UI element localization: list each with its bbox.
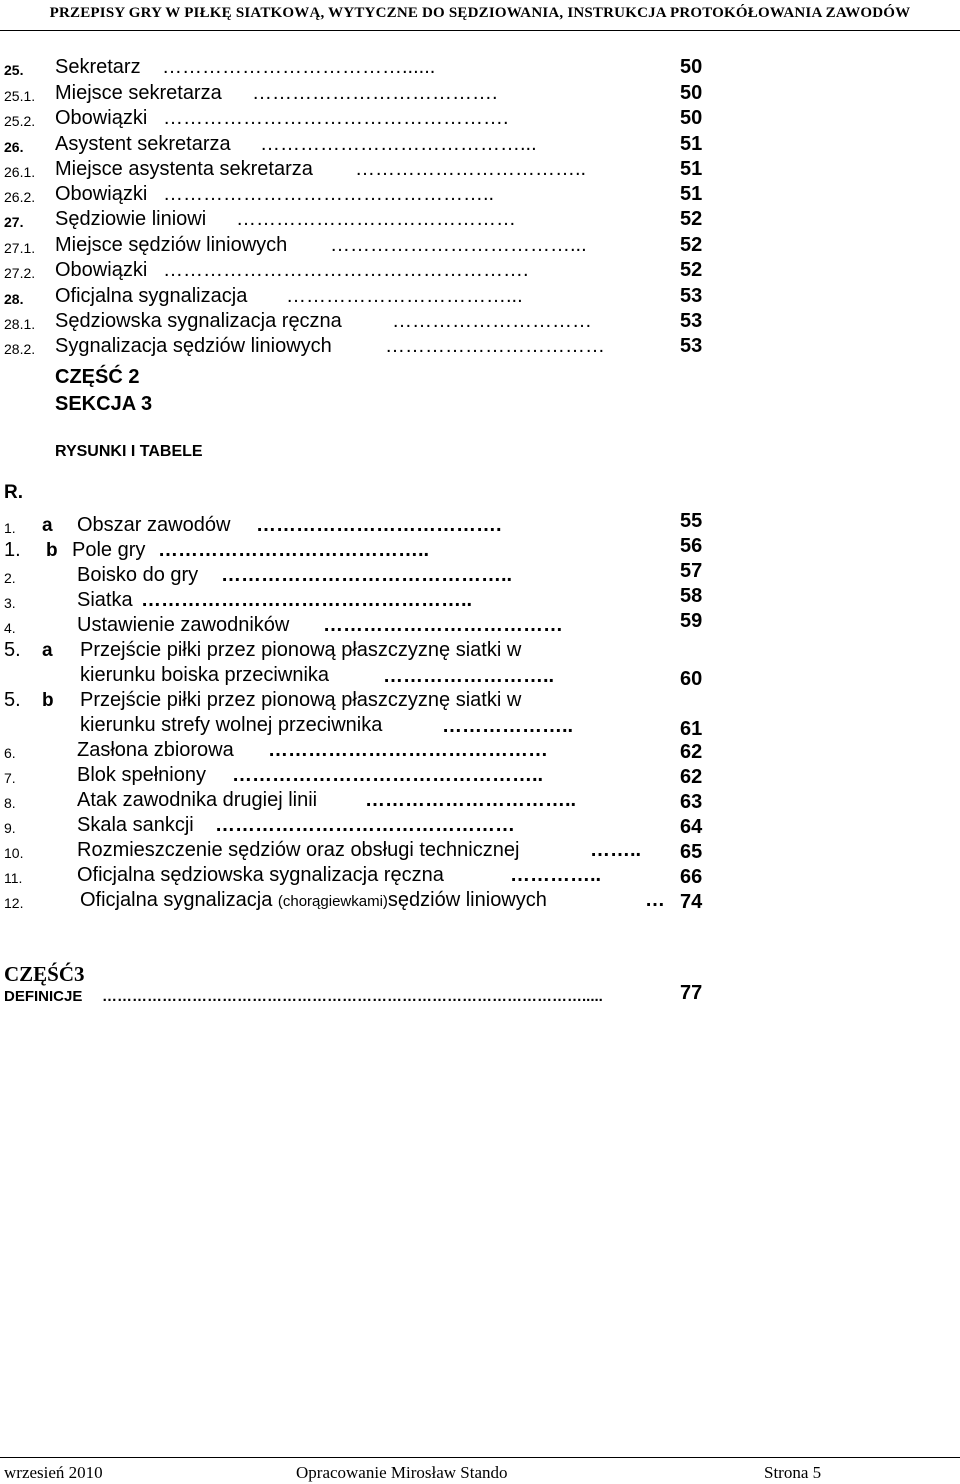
toc-entry-title: Siatka — [77, 589, 133, 611]
toc-entry-title: Oficjalna sygnalizacja — [55, 285, 248, 307]
toc-figure-1b[interactable] — [0, 535, 960, 564]
toc-page-number: 63 — [680, 791, 703, 813]
toc-leader-dots: ……………………………………………………………………………………..... — [102, 988, 603, 1005]
toc-figure-6[interactable] — [0, 738, 960, 764]
toc-figure-5a[interactable] — [0, 638, 960, 690]
toc-page-number: 53 — [680, 310, 703, 332]
part-2-heading: CZĘŚĆ 2 — [55, 366, 140, 388]
part-3-heading: CZĘŚĆ3 — [4, 962, 85, 986]
toc-page-number: 55 — [680, 510, 703, 532]
footer-page-number: Strona 5 — [764, 1463, 822, 1482]
toc-entry-number: 7. — [4, 770, 16, 786]
toc-leader-dots: ………….. — [510, 864, 602, 886]
toc-entry-title: Sędziowie liniowi — [55, 208, 207, 230]
footer-date: wrzesień 2010 — [4, 1463, 103, 1482]
toc-entry-title: Rozmieszczenie sędziów oraz obsługi technicznej — [77, 839, 520, 861]
toc-leader-dots: ………………………………………………. — [163, 259, 529, 281]
toc-page-number: 61 — [680, 718, 703, 740]
toc-entry-title: Oficjalna sędziowska sygnalizacja ręczna — [77, 864, 444, 886]
toc-entry-title: Asystent sekretarza — [55, 133, 231, 155]
toc-entry-number: 6. — [4, 745, 16, 761]
toc-figure-12[interactable] — [0, 888, 960, 914]
toc-page-number: 50 — [680, 56, 703, 78]
toc-entry-27-1[interactable] — [0, 233, 960, 259]
figures-tables-heading: RYSUNKI I TABELE — [55, 443, 203, 460]
toc-entry-title: Obowiązki — [55, 107, 148, 129]
toc-entry-title: Skala sankcji — [77, 814, 194, 836]
toc-leader-dots: ………………………………...... — [162, 56, 436, 78]
toc-entry-title: Miejsce asystenta sekretarza — [55, 158, 313, 180]
header-divider — [0, 30, 960, 31]
toc-leader-dots: …………………………………… — [236, 208, 516, 230]
toc-leader-dots: …….. — [590, 839, 642, 861]
toc-page-number: 50 — [680, 82, 703, 104]
toc-entry-number: 28.1. — [4, 316, 36, 332]
toc-entry-28-1[interactable] — [0, 309, 960, 335]
toc-entry-number: 25.1. — [4, 88, 36, 104]
toc-entry-25-2[interactable] — [0, 106, 960, 132]
toc-page-number: 66 — [680, 866, 703, 888]
toc-page-number: 52 — [680, 234, 703, 256]
toc-page-number: 74 — [680, 891, 703, 913]
toc-leader-dots: ………………………………... — [330, 234, 587, 256]
toc-page-number: 52 — [680, 259, 703, 281]
toc-entry-27-2[interactable] — [0, 258, 960, 284]
toc-leader-dots: ……………………………………………. — [163, 107, 509, 129]
toc-entry-title: Sekretarz — [55, 56, 141, 78]
toc-entry-title: Atak zawodnika drugiej linii — [77, 789, 318, 811]
toc-figure-2[interactable] — [0, 560, 960, 589]
toc-leader-dots: ……………………………………… — [215, 814, 515, 836]
toc-leader-dots: ………………………………………….. — [163, 183, 495, 205]
toc-page-number: 50 — [680, 107, 703, 129]
toc-figure-7[interactable] — [0, 763, 960, 789]
toc-figure-8[interactable] — [0, 788, 960, 814]
toc-entry-title: Obowiązki — [55, 259, 148, 281]
toc-leader-dots: ………………………………. — [256, 514, 502, 536]
toc-entry-26[interactable] — [0, 132, 960, 158]
toc-page-number: 64 — [680, 816, 703, 838]
toc-entry-number: 28. — [4, 291, 24, 307]
toc-entry-number: 9. — [4, 820, 16, 836]
toc-entry-title: Zasłona zbiorowa — [77, 739, 234, 761]
toc-entry-letter: b — [46, 540, 58, 561]
definitions-label: DEFINICJE — [4, 988, 83, 1005]
toc-definitions[interactable] — [4, 982, 703, 1010]
toc-figure-5b[interactable] — [0, 688, 960, 740]
toc-entry-number: 3. — [4, 595, 16, 611]
toc-entry-letter: a — [42, 640, 53, 661]
toc-leader-dots: ………………………….. — [365, 789, 577, 811]
toc-leader-dots: …………………………… — [385, 335, 605, 357]
toc-leader-dots: ………………………………………….. — [141, 589, 473, 611]
toc-leader-dots: ………………………………. — [252, 82, 498, 104]
toc-entry-number: 4. — [4, 620, 16, 636]
toc-leader-dots: …………………….. — [383, 665, 555, 687]
toc-page-number: 56 — [680, 535, 703, 557]
toc-entry-number: 11. — [4, 870, 23, 886]
toc-entry-number: 12. — [4, 895, 24, 911]
toc-figure-4[interactable] — [0, 610, 960, 639]
toc-page-number: 58 — [680, 585, 703, 607]
toc-entry-title: Przejście piłki przez pionową płaszczyznę siatki w — [80, 639, 522, 661]
toc-entry-number: 27.1. — [4, 240, 36, 256]
toc-page-number: 65 — [680, 841, 703, 863]
toc-page-number: 57 — [680, 560, 703, 582]
toc-leader-dots: ……………….. — [442, 715, 574, 737]
toc-entry-title: Miejsce sekretarza — [55, 82, 222, 104]
toc-page-number: 53 — [680, 335, 703, 357]
toc-page-number: 52 — [680, 208, 703, 230]
toc-page-number: 51 — [680, 133, 703, 155]
toc-page-number: 59 — [680, 610, 703, 632]
toc-figure-10[interactable] — [0, 838, 960, 864]
toc-entry-number: 26. — [4, 139, 24, 155]
toc-leader-dots: ………………………………….. — [158, 539, 430, 561]
toc-entry-number: 27. — [4, 214, 24, 230]
toc-page-number: 77 — [680, 982, 703, 1004]
toc-entry-28[interactable] — [0, 284, 960, 310]
toc-entry-number: 26.2. — [4, 189, 36, 205]
toc-entry-title: Sędziowska sygnalizacja ręczna — [55, 310, 342, 332]
toc-entry-title: Przejście piłki przez pionową płaszczyznę siatki w — [80, 689, 522, 711]
toc-figure-11[interactable] — [0, 863, 960, 889]
footer-author: Opracowanie Mirosław Stando — [296, 1463, 508, 1482]
toc-entry-title-continuation: kierunku strefy wolnej przeciwnika — [80, 714, 383, 736]
toc-page-number: 62 — [680, 741, 703, 763]
toc-entry-25[interactable] — [0, 55, 960, 81]
footer-divider — [0, 1457, 960, 1458]
toc-leader-dots: ……………………………… — [323, 614, 563, 636]
toc-entry-number: 28.2. — [4, 341, 36, 357]
toc-entry-number: 8. — [4, 795, 16, 811]
toc-entry-title: Miejsce sędziów liniowych — [55, 234, 288, 256]
toc-entry-26-1[interactable] — [0, 157, 960, 183]
toc-figure-1a[interactable] — [0, 510, 960, 539]
toc-entry-27[interactable] — [0, 207, 960, 233]
toc-entry-number: 26.1. — [4, 164, 36, 180]
toc-leader-dots: …………………………………….. — [221, 564, 513, 586]
toc-entry-title: Blok spełniony — [77, 764, 206, 786]
toc-entry-number: 5. — [4, 689, 21, 711]
toc-figure-9[interactable] — [0, 813, 960, 839]
toc-page-number: 51 — [680, 158, 703, 180]
toc-leader-dots: …………………………………... — [260, 133, 537, 155]
toc-leader-dots: … — [645, 889, 665, 911]
toc-leader-dots: ……………………………………….. — [232, 764, 544, 786]
toc-entry-title: Obszar zawodów — [77, 514, 231, 536]
toc-leader-dots: …………………………….. — [355, 158, 587, 180]
toc-page-number: 62 — [680, 766, 703, 788]
r-label: R. — [4, 482, 23, 503]
toc-figure-3[interactable] — [0, 585, 960, 614]
running-header: PRZEPISY GRY W PIŁKĘ SIATKOWĄ, WYTYCZNE DO SĘDZIOWANIA, INSTRUKCJA PROTOKÓŁOWANIA ZAWODÓW — [49, 5, 911, 21]
toc-entry-number: 25. — [4, 62, 24, 78]
toc-leader-dots: ………………………… — [392, 310, 592, 332]
toc-entry-26-2[interactable] — [0, 182, 960, 208]
toc-entry-25-1[interactable] — [0, 81, 960, 107]
toc-entry-title: Sygnalizacja sędziów liniowych — [55, 335, 332, 357]
toc-leader-dots: ……………………………... — [286, 285, 523, 307]
toc-entry-title: Obowiązki — [55, 183, 148, 205]
toc-leader-dots: …………………………………… — [268, 739, 548, 761]
toc-page-number: 51 — [680, 183, 703, 205]
toc-entry-number: 5. — [4, 639, 21, 661]
toc-entry-letter: b — [42, 690, 54, 711]
toc-entry-title-continuation: kierunku boiska przeciwnika — [80, 664, 330, 686]
toc-entry-number: 10. — [4, 845, 24, 861]
toc-entry-number: 27.2. — [4, 265, 36, 281]
toc-entry-number: 25.2. — [4, 113, 36, 129]
toc-entry-title: Oficjalna sygnalizacja (chorągiewkami)sędziów liniowych — [80, 889, 547, 911]
toc-page-number: 53 — [680, 285, 703, 307]
toc-entry-number: 1. — [4, 539, 21, 561]
toc-entry-number: 2. — [4, 570, 16, 586]
toc-entry-number: 1. — [4, 520, 16, 536]
section-3-heading: SEKCJA 3 — [55, 393, 153, 415]
toc-entry-title: Ustawienie zawodników — [77, 614, 290, 636]
toc-entry-title: Boisko do gry — [77, 564, 199, 586]
toc-entry-letter: a — [42, 515, 53, 536]
toc-page-number: 60 — [680, 668, 703, 690]
toc-entry-28-2[interactable] — [0, 334, 960, 360]
toc-entry-title: Pole gry — [72, 539, 146, 561]
